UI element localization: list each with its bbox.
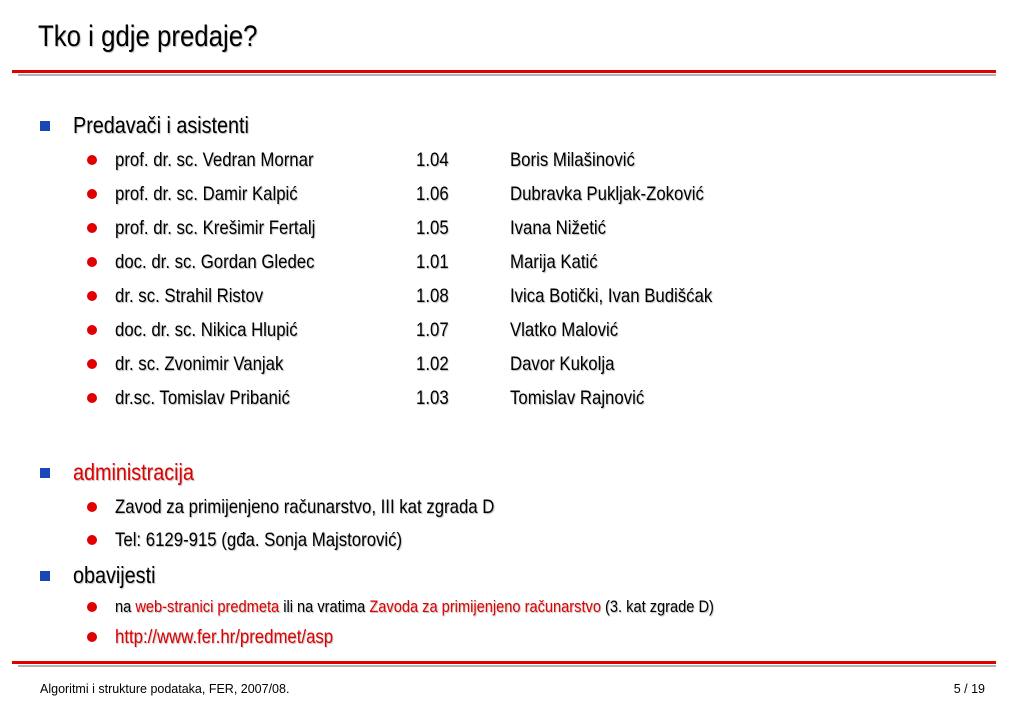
notice-text: [115, 595, 714, 619]
course-webpage-link[interactable]: web-stranici predmeta: [135, 597, 280, 616]
room-number: 1.02: [416, 353, 449, 375]
square-bullet-icon: [40, 121, 50, 131]
round-bullet-icon: [87, 325, 97, 335]
round-bullet-icon: [87, 223, 97, 233]
footer-rule: [12, 661, 996, 667]
professor-name: prof. dr. sc. Damir Kalpić: [115, 183, 298, 205]
square-bullet-icon: [40, 571, 50, 581]
professor-name: dr. sc. Strahil Ristov: [115, 285, 264, 307]
notice-text-part: ili na vratima: [279, 597, 370, 616]
professor-name: prof. dr. sc. Krešimir Fertalj: [115, 217, 316, 239]
assistant-name: Tomislav Rajnović: [510, 387, 645, 409]
room-number: 1.04: [416, 149, 449, 171]
course-url-link[interactable]: http://www.fer.hr/predmet/asp: [115, 626, 334, 648]
round-bullet-icon: [87, 189, 97, 199]
room-number: 1.08: [416, 285, 449, 307]
section-admin: [40, 457, 194, 487]
admin-item: Tel: 6129-915 (gđa. Sonja Majstorović): [115, 529, 403, 551]
professor-name: doc. dr. sc. Gordan Gledec: [115, 251, 315, 273]
assistant-name: Dubravka Pukljak-Zoković: [510, 183, 704, 205]
assistant-name: Ivica Botički, Ivan Budišćak: [510, 285, 713, 307]
round-bullet-icon: [87, 155, 97, 165]
round-bullet-icon: [87, 502, 97, 512]
round-bullet-icon: [87, 602, 97, 612]
round-bullet-icon: [87, 393, 97, 403]
professor-name: dr. sc. Zvonimir Vanjak: [115, 353, 284, 375]
admin-item: Zavod za primijenjeno računarstvo, III kat zgrada D: [115, 496, 495, 518]
section-heading: Predavači i asistenti: [73, 112, 249, 138]
assistant-name: Vlatko Malović: [510, 319, 619, 341]
room-number: 1.01: [416, 251, 449, 273]
department-link[interactable]: Zavoda za primijenjeno računarstvo: [369, 597, 601, 616]
slide-title: Tko i gdje predaje?: [38, 20, 258, 53]
round-bullet-icon: [87, 359, 97, 369]
section-lecturers: [40, 110, 249, 140]
square-bullet-icon: [40, 468, 50, 478]
professor-name: prof. dr. sc. Vedran Mornar: [115, 149, 314, 171]
title-rule: [12, 70, 996, 76]
section-heading: obavijesti: [73, 562, 156, 588]
room-number: 1.07: [416, 319, 449, 341]
assistant-name: Marija Katić: [510, 251, 598, 273]
notice-text-part: (3. kat zgrade D): [600, 597, 714, 616]
round-bullet-icon: [87, 535, 97, 545]
professor-name: dr.sc. Tomislav Pribanić: [115, 387, 290, 409]
page-number: 5 / 19: [953, 682, 985, 696]
section-notices: [40, 560, 156, 590]
room-number: 1.05: [416, 217, 449, 239]
admin-heading-link[interactable]: administracija: [73, 459, 194, 485]
footer-course: Algoritmi i strukture podataka, FER, 2007/08.: [40, 682, 290, 696]
professor-name: doc. dr. sc. Nikica Hlupić: [115, 319, 298, 341]
round-bullet-icon: [87, 257, 97, 267]
assistant-name: Davor Kukolja: [510, 353, 615, 375]
round-bullet-icon: [87, 291, 97, 301]
round-bullet-icon: [87, 632, 97, 642]
assistant-name: Boris Milašinović: [510, 149, 635, 171]
notice-text-part: na: [115, 597, 136, 616]
room-number: 1.06: [416, 183, 449, 205]
room-number: 1.03: [416, 387, 449, 409]
assistant-name: Ivana Nižetić: [510, 217, 607, 239]
